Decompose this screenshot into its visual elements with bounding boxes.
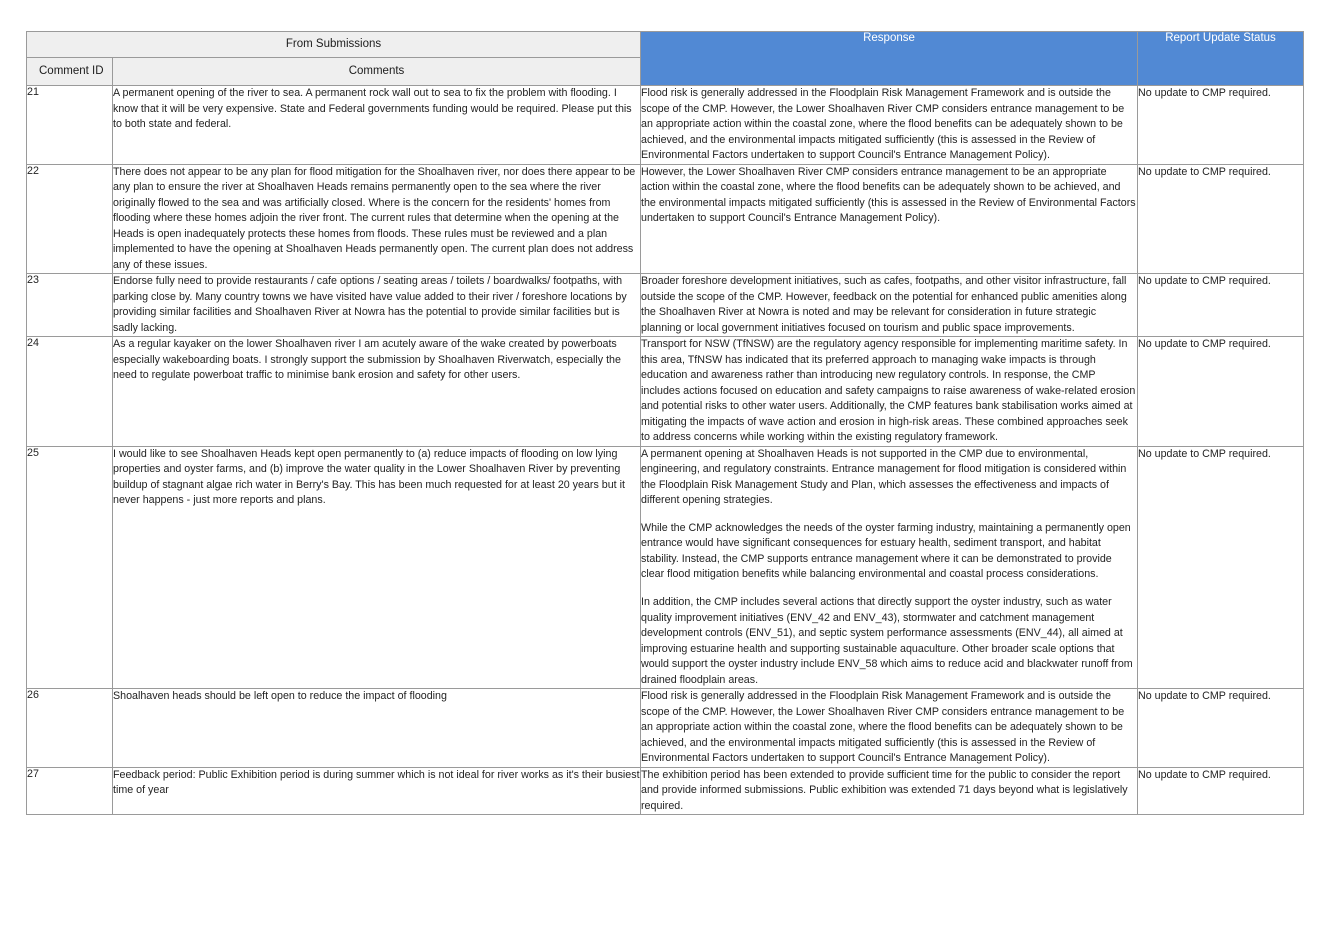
cell-report-update-status: No update to CMP required. (1138, 86, 1304, 165)
submissions-response-table (26, 31, 1304, 815)
table-header (27, 32, 1304, 86)
table-row (27, 337, 1304, 447)
table-row (27, 164, 1304, 274)
response-paragraph: A permanent opening at Shoalhaven Heads is not supported in the CMP due to environmental, engineering, and regulatory constraints. Entrance management for flood mitigation is considered within the Floodplain Risk Management Study and Plan, which assesses the effectiveness and impacts of different opening strategies. (641, 447, 1127, 507)
table-row (27, 689, 1304, 768)
column-group-header-from-submissions: From Submissions (27, 32, 641, 58)
cell-comment-id: 26 (27, 689, 113, 768)
response-paragraph: While the CMP acknowledges the needs of the oyster farming industry, maintaining a permanently open entrance would have significant consequences for estuary health, sediment transport, and habitat stability. Instead, the CMP supports entrance management where it can be demonstrated to provide clear flood mitigation benefits while balancing environmental and coastal process considerations. (641, 521, 1131, 581)
cell-comment-id: 21 (27, 86, 113, 165)
column-header-response: Response (641, 32, 1138, 86)
response-paragraph: Transport for NSW (TfNSW) are the regulatory agency responsible for implementing maritime safety. In this area, TfNSW has indicated that its preferred approach to managing wake impacts is through education and awareness rather than introducing new regulatory controls. In response, the CMP includes actions focused on education and safety campaigns to raise awareness of wake-related erosion and potential risks to other water users. Additionally, the CMP features bank stabilisation works aimed at mitigating the impacts of wave action and erosion in high-risk areas. These combined approaches seek to address concerns while working within the existing regulatory framework. (641, 338, 1136, 444)
response-paragraph: In addition, the CMP includes several actions that directly support the oyster industry, such as water quality improvement initiatives (ENV_42 and ENV_43), stormwater and catchment management development controls (ENV_51), and septic system performance assessments (ENV_44), all aimed at improving estuarine health and supporting sustainable aquaculture. Other broader scale options that would support the oyster industry include ENV_58 which aims to reduce acid and blackwater runoff from drained floodplain areas. (641, 595, 1133, 686)
cell-comment-id: 22 (27, 164, 113, 274)
column-header-report-update-status: Report Update Status (1138, 32, 1304, 86)
cell-report-update-status: No update to CMP required. (1138, 164, 1304, 274)
cell-response (641, 767, 1138, 815)
response-paragraph: However, the Lower Shoalhaven River CMP considers entrance management to be an appropriate action within the coastal zone, where the flood benefits can be adequately shown to be achieved, and the environmental impacts mitigated sufficiently (this is assessed in the Review of Environmental Factors undertaken to support Council's Entrance Management Policy). (641, 165, 1136, 225)
cell-report-update-status: No update to CMP required. (1138, 446, 1304, 688)
cell-response (641, 274, 1138, 337)
cell-response (641, 86, 1138, 165)
cell-comment: I would like to see Shoalhaven Heads kept open permanently to (a) reduce impacts of flooding on low lying properties and oyster farms, and (b) improve the water quality in the Lower Shoalhaven River by preventing buildup of stagnant algae rich water in Berry's Bay. This has been much requested for at least 20 years but it never happens - just more reports and plans. (113, 446, 641, 688)
cell-comment-id: 24 (27, 337, 113, 447)
cell-comment: Feedback period: Public Exhibition period is during summer which is not ideal for river works as it's their busiest time of year (113, 767, 641, 815)
cell-report-update-status: No update to CMP required. (1138, 689, 1304, 768)
cell-report-update-status: No update to CMP required. (1138, 337, 1304, 447)
cell-report-update-status: No update to CMP required. (1138, 274, 1304, 337)
table-row (27, 446, 1304, 688)
cell-comment: Endorse fully need to provide restaurants / cafe options / seating areas / toilets / boardwalks/ footpaths, with parking close by. Many country towns we have visited have value added to their river / foreshore locations by providing similar facilities and Shoalhaven River at Nowra has the potential to provide similar facilities but is sadly lacking. (113, 274, 641, 337)
cell-report-update-status: No update to CMP required. (1138, 767, 1304, 815)
column-header-comment-id: Comment ID (27, 58, 113, 86)
cell-comment: Shoalhaven heads should be left open to reduce the impact of flooding (113, 689, 641, 768)
cell-response (641, 337, 1138, 447)
cell-comment: As a regular kayaker on the lower Shoalhaven river I am acutely aware of the wake created by powerboats especially wakeboarding boats. I strongly support the submission by Shoalhaven Riverwatch, especially the need to regulate powerboat traffic to minimise bank erosion and safety for other users. (113, 337, 641, 447)
response-paragraph: The exhibition period has been extended to provide sufficient time for the public to consider the report and provide informed submissions. Public exhibition was extended 71 days beyond what is legislatively required. (641, 768, 1128, 812)
cell-response (641, 689, 1138, 768)
response-paragraph: Flood risk is generally addressed in the Floodplain Risk Management Framework and is outside the scope of the CMP. However, the Lower Shoalhaven River CMP considers entrance management to be an appropriate action within the coastal zone, where the flood benefits can be adequately shown to be achieved, and the environmental impacts mitigated sufficiently (this is assessed in the Review of Environmental Factors undertaken to support Council's Entrance Management Policy). (641, 87, 1125, 162)
cell-comment-id: 27 (27, 767, 113, 815)
table-header-group-row (27, 32, 1304, 58)
cell-comment: There does not appear to be any plan for flood mitigation for the Shoalhaven river, nor does there appear to be any plan to ensure the river at Shoalhaven Heads remains permanently open to the sea where the river originally flowed to the sea and was artificially closed. Where is the concern for the residents' homes from flooding where these homes adjoin the river front. The current rules that determine when the opening at the Heads is open inadequately protects these homes from floods. These rules must be reviewed and a plan implemented to have the opening at Shoalhaven Heads permanently open. The current plan does not address any of these issues. (113, 164, 641, 274)
cell-response (641, 164, 1138, 274)
table-row (27, 86, 1304, 165)
table-row (27, 767, 1304, 815)
cell-comment-id: 23 (27, 274, 113, 337)
response-paragraph: Flood risk is generally addressed in the Floodplain Risk Management Framework and is outside the scope of the CMP. However, the Lower Shoalhaven River CMP considers entrance management to be an appropriate action within the coastal zone, where the flood benefits can be adequately shown to be achieved, and the environmental impacts mitigated sufficiently (this is assessed in the Review of Environmental Factors undertaken to support Council's Entrance Management Policy). (641, 690, 1125, 765)
cell-response (641, 446, 1138, 688)
response-paragraph: Broader foreshore development initiatives, such as cafes, footpaths, and other visitor infrastructure, fall outside the scope of the CMP. However, feedback on the potential for enhanced public amenities along the Shoalhaven River at Nowra is noted and may be relevant for consideration in future strategic planning or local government initiatives focused on tourism and public space improvements. (641, 275, 1127, 334)
column-header-comments: Comments (113, 58, 641, 86)
cell-comment-id: 25 (27, 446, 113, 688)
cell-comment: A permanent opening of the river to sea. A permanent rock wall out to sea to fix the problem with flooding. I know that it will be very expensive. State and Federal governments funding would be required. Please put this to both state and federal. (113, 86, 641, 165)
table-body (27, 86, 1304, 815)
table-row (27, 274, 1304, 337)
